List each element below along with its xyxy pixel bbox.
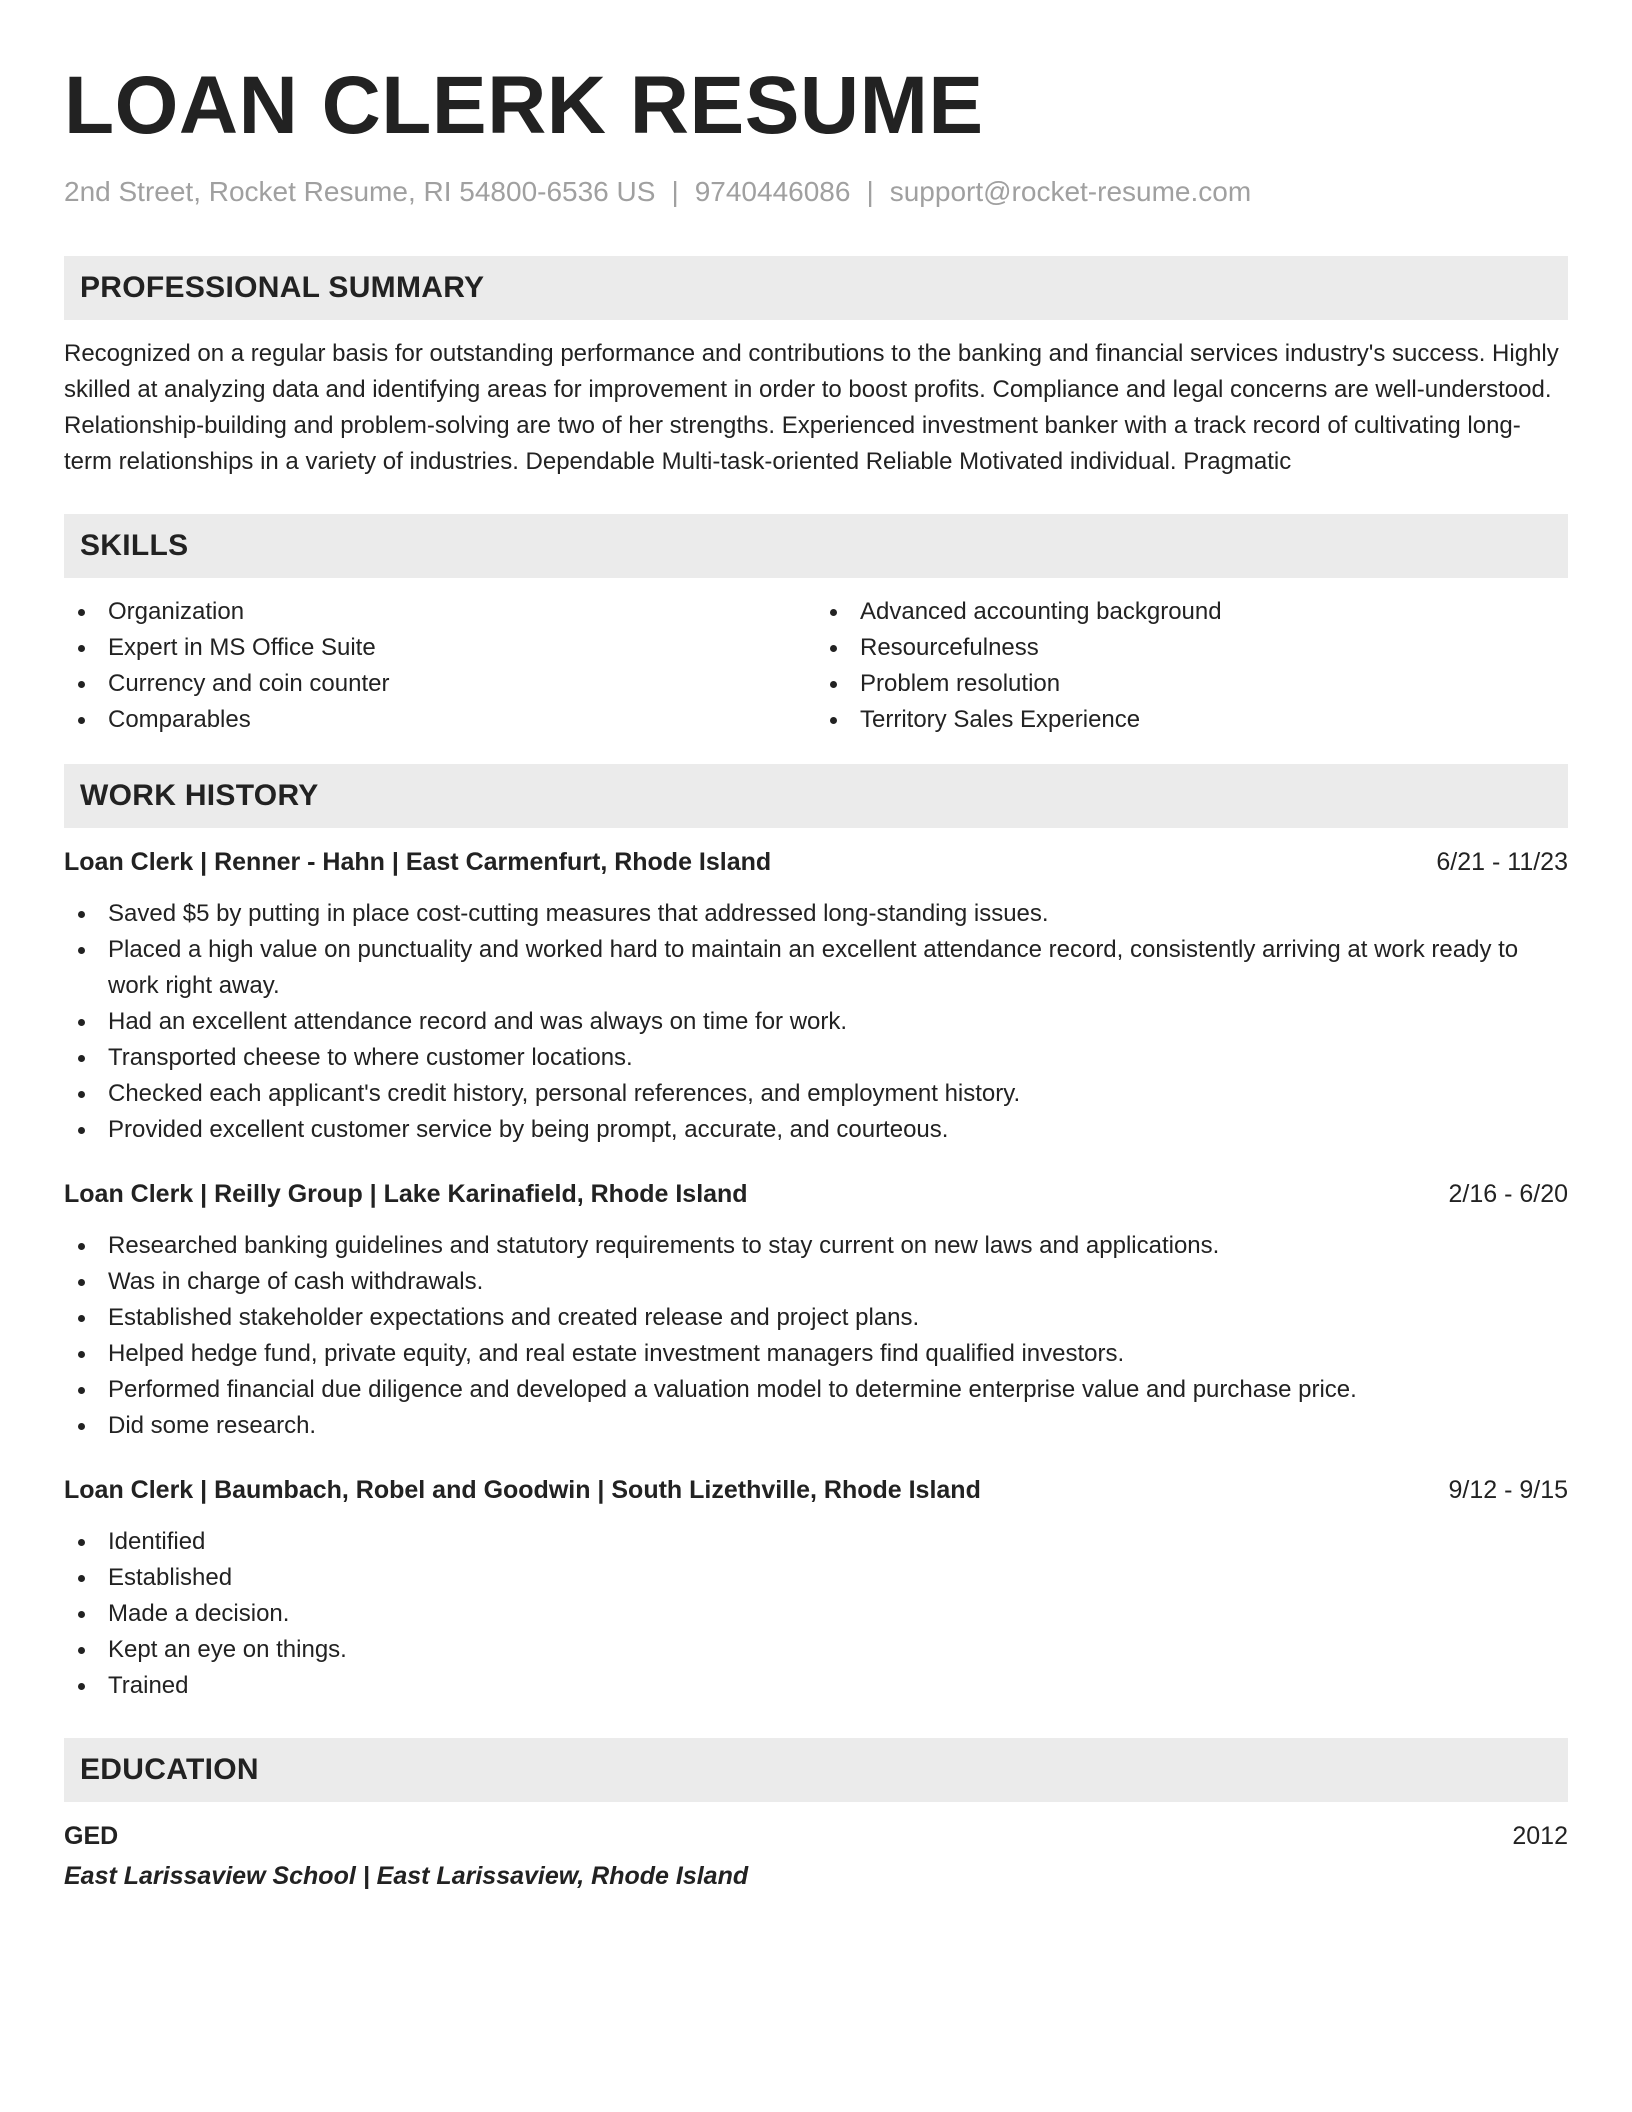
contact-address: 2nd Street, Rocket Resume, RI 54800-6536 US <box>64 176 656 207</box>
job-title: Loan Clerk | Reilly Group | Lake Karinafield, Rhode Island <box>64 1180 748 1208</box>
job-heading <box>64 844 1568 880</box>
job-bullet: Checked each applicant's credit history, personal references, and employment history. <box>64 1076 1568 1112</box>
contact-email: support@rocket-resume.com <box>889 176 1252 207</box>
contact-separator: | <box>671 176 679 207</box>
job-bullet: Helped hedge fund, private equity, and real estate investment managers find qualified investors. <box>64 1336 1568 1372</box>
resume-title: LOAN CLERK RESUME <box>64 60 984 151</box>
skills-column-left <box>64 594 816 738</box>
education-heading <box>64 1818 1568 1854</box>
job-bullet: Researched banking guidelines and statutory requirements to stay current on new laws and applications. <box>64 1228 1568 1264</box>
job-dates: 9/12 - 9/15 <box>1448 1476 1568 1504</box>
job-bullet: Trained <box>64 1668 1568 1704</box>
job-bullet: Saved $5 by putting in place cost-cutting measures that addressed long-standing issues. <box>64 896 1568 932</box>
job-bullet: Provided excellent customer service by being prompt, accurate, and courteous. <box>64 1112 1568 1148</box>
contact-phone: 9740446086 <box>694 176 851 207</box>
job-title: Loan Clerk | Renner - Hahn | East Carmenfurt, Rhode Island <box>64 848 772 876</box>
job-bullet: Performed financial due diligence and developed a valuation model to determine enterprise value and purchase price. <box>64 1372 1568 1408</box>
job-bullet-list <box>64 1524 1568 1704</box>
skills-column-right <box>816 594 1568 738</box>
job-heading <box>64 1472 1568 1508</box>
job-bullet-list <box>64 1228 1568 1444</box>
job-bullet: Established stakeholder expectations and created release and project plans. <box>64 1300 1568 1336</box>
job-bullet: Transported cheese to where customer locations. <box>64 1040 1568 1076</box>
job-dates: 6/21 - 11/23 <box>1436 848 1568 876</box>
skill-item: Organization <box>64 594 816 630</box>
skill-item: Currency and coin counter <box>64 666 816 702</box>
section-header-work-history: WORK HISTORY <box>64 764 1568 828</box>
contact-line <box>64 174 1568 210</box>
skills-grid <box>64 594 1568 738</box>
job-bullet: Established <box>64 1560 1568 1596</box>
summary-text: Recognized on a regular basis for outstanding performance and contributions to the banking and financial services industry's success. Highly skilled at analyzing data and identifying areas for improvement in order to boost profits. Compliance and legal concerns are well-understood. Relationship-building and problem-solving are two of her strengths. Experienced investment banker with a track record of cultivating long-term relationships in a variety of industries. Dependable Multi-task-oriented Reliable Motivated individual. Pragmatic <box>64 340 1559 475</box>
job-dates: 2/16 - 6/20 <box>1448 1180 1568 1208</box>
skill-item: Territory Sales Experience <box>816 702 1568 738</box>
education-year: 2012 <box>1512 1822 1568 1850</box>
job-title: Loan Clerk | Baumbach, Robel and Goodwin | South Lizethville, Rhode Island <box>64 1476 981 1504</box>
job-bullet: Had an excellent attendance record and was always on time for work. <box>64 1004 1568 1040</box>
job-bullet: Did some research. <box>64 1408 1568 1444</box>
skill-item: Comparables <box>64 702 816 738</box>
job-bullet: Identified <box>64 1524 1568 1560</box>
section-header-summary: PROFESSIONAL SUMMARY <box>64 256 1568 320</box>
skill-item: Resourcefulness <box>816 630 1568 666</box>
job-bullet: Was in charge of cash withdrawals. <box>64 1264 1568 1300</box>
section-header-education: EDUCATION <box>64 1738 1568 1802</box>
skill-item: Advanced accounting background <box>816 594 1568 630</box>
job-bullet: Made a decision. <box>64 1596 1568 1632</box>
job-bullet: Kept an eye on things. <box>64 1632 1568 1668</box>
contact-separator: | <box>866 176 874 207</box>
section-header-skills: SKILLS <box>64 514 1568 578</box>
education-school: East Larissaview School | East Larissaview, Rhode Island <box>64 1862 749 1890</box>
education-degree: GED <box>64 1822 119 1850</box>
job-bullet: Placed a high value on punctuality and worked hard to maintain an excellent attendance record, consistently arriving at work ready to work right away. <box>64 932 1568 1004</box>
job-heading <box>64 1176 1568 1212</box>
job-bullet-list <box>64 896 1568 1148</box>
skill-item: Expert in MS Office Suite <box>64 630 816 666</box>
skill-item: Problem resolution <box>816 666 1568 702</box>
